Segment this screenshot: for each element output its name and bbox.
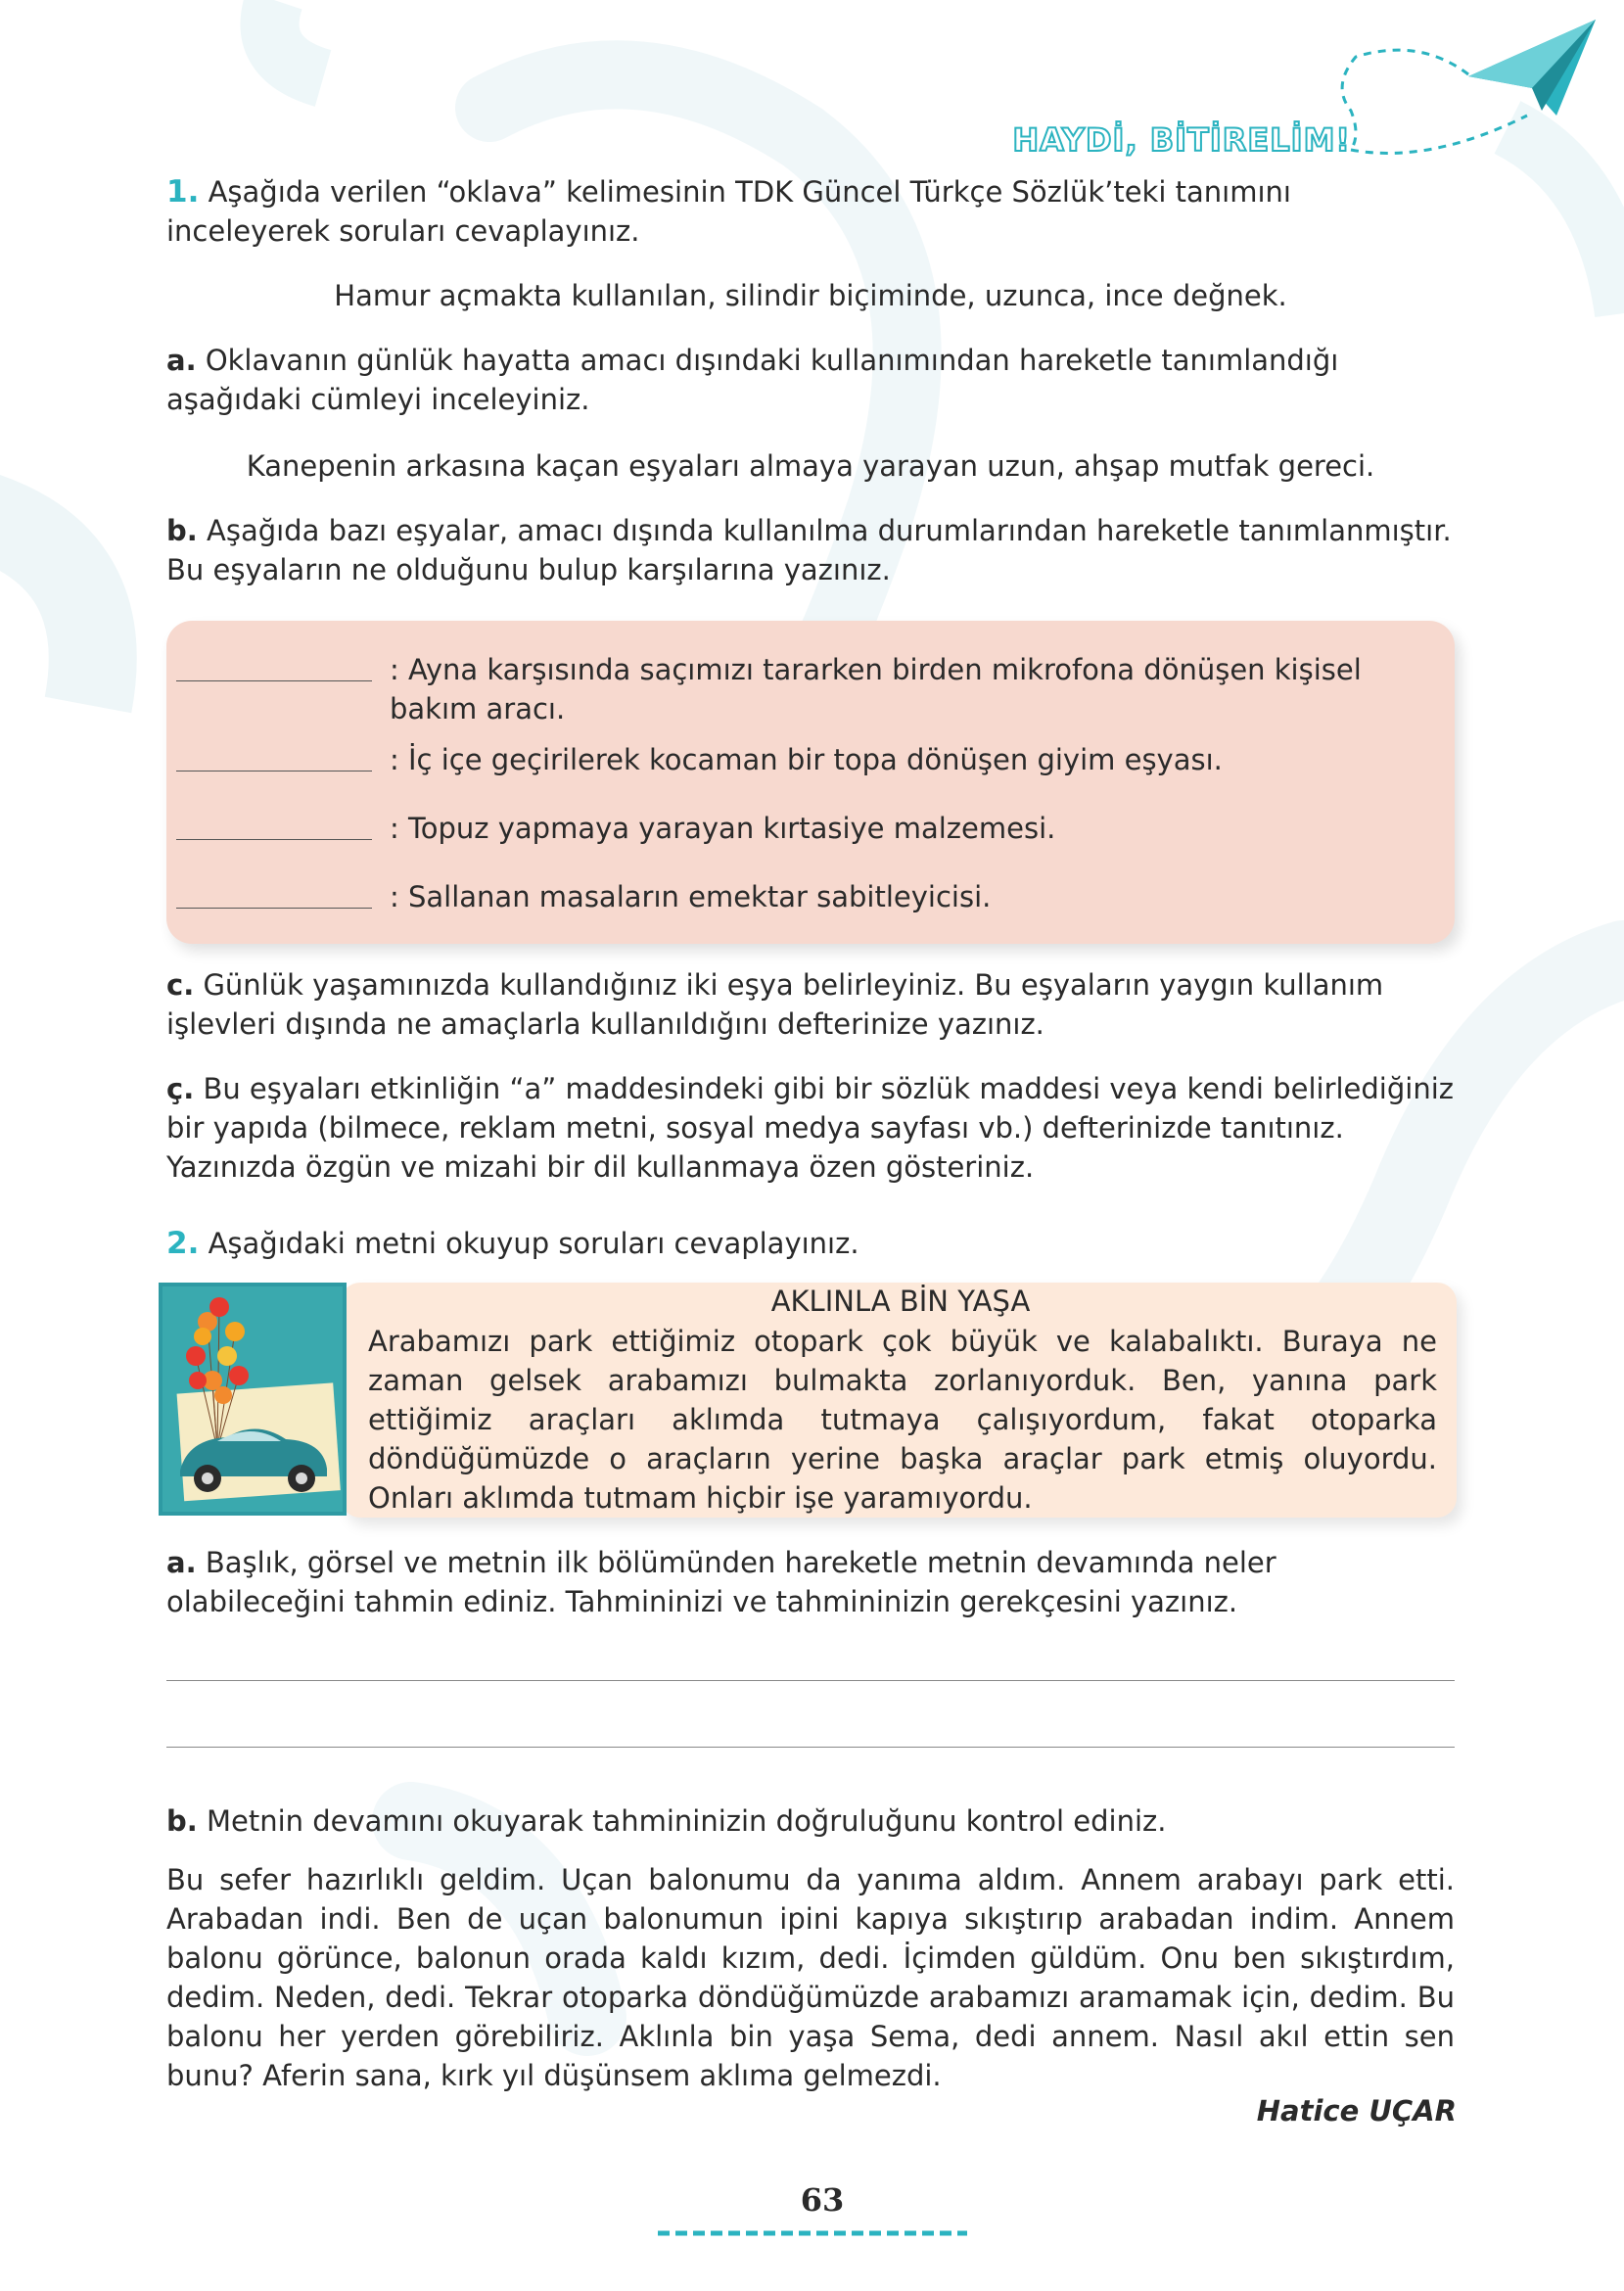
q1-a-example: Kanepenin arkasına kaçan eşyaları almaya yarayan uzun, ahşap mutfak gereci. (246, 449, 1375, 483)
balloon-car-illustration (159, 1283, 347, 1516)
answer-blank[interactable] (176, 679, 372, 681)
story-title: AKLINLA BİN YAŞA (770, 1285, 1031, 1318)
q1-c-letter: c. (166, 968, 195, 1002)
blank-definition: : İç içe geçirilerek kocaman bir topa dönüşen giyim eşyası. (390, 743, 1223, 776)
answer-blank[interactable] (176, 907, 372, 909)
q2-number: 2. (166, 1226, 200, 1261)
q1-a-text: Oklavanın günlük hayatta amacı dışındaki kullanımından hareketle tanımlandığı aşağıdaki cümleyi inceleyiniz. (166, 344, 1339, 416)
q1-cc (166, 1069, 1459, 1187)
q1-a (166, 341, 1459, 419)
blank-row (176, 877, 1439, 916)
author: Hatice UÇAR (1256, 2094, 1457, 2127)
q1-b-text: Aşağıda bazı eşyalar, amacı dışında kullanılma durumlarından hareketle tanımlanmıştır. Bu eşyaların ne olduğunu bulup karşılarına yazınız. (166, 514, 1452, 586)
answer-blank[interactable] (176, 838, 372, 840)
q1-b-letter: b. (166, 514, 198, 547)
blank-definition: : Topuz yapmaya yarayan kırtasiye malzemesi. (390, 812, 1056, 845)
blank-row (176, 809, 1439, 848)
q2-prompt-text: Aşağıdaki metni okuyup soruları cevaplayınız. (208, 1227, 859, 1260)
blank-definition: : Ayna karşısında saçımızı tararken birden mikrofona dönüşen kişisel bakım aracı. (390, 653, 1362, 725)
q1-cc-letter: ç. (166, 1072, 195, 1105)
page-number-dashes (658, 2228, 967, 2238)
q1-c-text: Günlük yaşamınızda kullandığınız iki eşya belirleyiniz. Bu eşyaların yaygın kullanım işlevleri dışında ne amaçlarla kullanıldığını defterinize yazınız. (166, 968, 1384, 1041)
blank-definition: : Sallanan masaların emektar sabitleyicisi. (390, 880, 992, 913)
q2-a (166, 1543, 1459, 1621)
q2-b (166, 1801, 1459, 1841)
q2-b-text: Metnin devamını okuyarak tahmininizin doğruluğunu kontrol ediniz. (207, 1804, 1167, 1838)
q2-a-letter: a. (166, 1546, 197, 1579)
blank-row (176, 740, 1439, 779)
q1-prompt (166, 172, 1459, 251)
q1-cc-text: Bu eşyaları etkinliğin “a” maddesindeki gibi bir sözlük maddesi veya kendi belirlediğiniz bir yapıda (bilmece, reklam metni, sosyal medya sayfası vb.) defterinizde tanıtınız. Yazınızda özgün ve mizahi bir dil kullanmaya özen gösteriniz. (166, 1072, 1454, 1184)
q1-number: 1. (166, 174, 200, 210)
answer-blank[interactable] (176, 770, 372, 771)
q2-prompt (166, 1224, 1459, 1263)
answer-line[interactable] (166, 1747, 1455, 1748)
answer-line[interactable] (166, 1680, 1455, 1681)
blank-row (176, 650, 1439, 728)
q1-definition: Hamur açmakta kullanılan, silindir biçiminde, uzunca, ince değnek. (334, 279, 1287, 312)
q1-a-letter: a. (166, 344, 197, 377)
q2-a-text: Başlık, görsel ve metnin ilk bölümünden hareketle metnin devamında neler olabileceğini tahmin ediniz. Tahmininizi ve tahmininizin gerekçesini yazınız. (166, 1546, 1276, 1618)
story-text: Arabamızı park ettiğimiz otopark çok büyük ve kalabalıktı. Buraya ne zaman gelsek arabamızı bulmakta zorlanıyorduk. Ben, yanına park ettiğimiz araçları aklımda tutmaya çalışıyordum, fakat otoparka döndüğümüzde o araçların yerine başka araçlar park etmiş oluyordu. Onları aklımda tutmam hiçbir işe yaramıyordu. (368, 1325, 1437, 1515)
q1-b (166, 511, 1459, 589)
q2-b-letter: b. (166, 1804, 198, 1838)
page-number: 63 (800, 2181, 845, 2219)
q1-prompt-text: Aşağıda verilen “oklava” kelimesinin TDK Güncel Türkçe Sözlük’teki tanımını inceleyerek soruları cevaplayınız. (166, 175, 1291, 248)
q1-c (166, 965, 1459, 1044)
fill-in-box (166, 621, 1455, 944)
section-title: HAYDİ, BİTİRELİM! (1012, 121, 1351, 159)
paper-plane-icon (1331, 18, 1605, 164)
continuation-text: Bu sefer hazırlıklı geldim. Uçan balonumu da yanıma aldım. Annem arabayı park etti. Arabadan indi. Ben de uçan balonumun ipini kapıya sıkıştırıp arabadan indim. Annem balonu görünce, balonun orada kaldı kızım, dedi. İçimden güldüm. Onu ben sıkıştırdım, dedim. Neden, dedi. Tekrar otoparka döndüğümüzde arabamızı aramamak için, dedim. Bu balonu her yerden görebiliriz. Aklınla bin yaşa Sema, dedi annem. Nasıl akıl ettin sen bunu? Aferin sana, kırk yıl düşünsem aklıma gelmezdi. (166, 1863, 1455, 2092)
